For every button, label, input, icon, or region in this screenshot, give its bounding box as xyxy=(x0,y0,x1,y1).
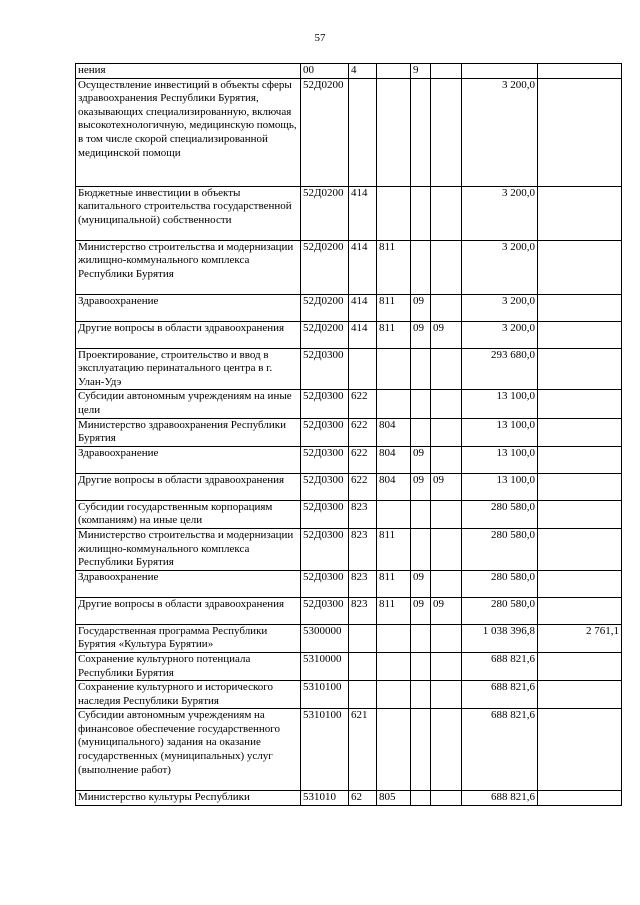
row-code-cell: 5310100 xyxy=(301,709,349,791)
row-type-cell: 414 xyxy=(349,294,377,321)
row-sum2-cell xyxy=(538,528,622,570)
row-type-cell xyxy=(349,78,377,186)
row-type-cell: 414 xyxy=(349,186,377,240)
row-type-cell: 621 xyxy=(349,709,377,791)
row-code-cell: 52Д0300 xyxy=(301,597,349,624)
row-type-cell: 622 xyxy=(349,473,377,500)
row-podrazdel-cell xyxy=(431,446,462,473)
row-code-cell: 5310100 xyxy=(301,681,349,709)
row-type-cell: 622 xyxy=(349,446,377,473)
row-code-cell: 52Д0200 xyxy=(301,321,349,348)
row-type-cell: 823 xyxy=(349,500,377,528)
row-ministry-cell: 811 xyxy=(377,528,411,570)
row-code-cell: 52Д0200 xyxy=(301,240,349,294)
table-row xyxy=(76,528,622,570)
row-sum2-cell xyxy=(538,500,622,528)
row-ministry-cell xyxy=(377,186,411,240)
row-name-cell: Другие вопросы в области здравоохранения xyxy=(76,473,301,500)
row-ministry-cell: 811 xyxy=(377,321,411,348)
row-sum2-cell xyxy=(538,473,622,500)
row-name-cell: Сохранение культурного и исторического наследия Республики Бурятия xyxy=(76,681,301,709)
row-sum2-cell xyxy=(538,64,622,79)
row-code-cell: 52Д0300 xyxy=(301,418,349,446)
row-podrazdel-cell xyxy=(431,528,462,570)
row-razdel-cell xyxy=(411,624,431,652)
row-podrazdel-cell xyxy=(431,624,462,652)
row-razdel-cell xyxy=(411,528,431,570)
table-row xyxy=(76,418,622,446)
row-code-cell: 52Д0300 xyxy=(301,348,349,390)
table-row xyxy=(76,652,622,680)
row-sum1-cell: 1 038 396,8 xyxy=(462,624,538,652)
table-row xyxy=(76,446,622,473)
row-sum1-cell: 13 100,0 xyxy=(462,446,538,473)
row-name-cell: Министерство строительства и модернизации жилищно-коммунального комплекса Республики Бурятия xyxy=(76,240,301,294)
table-row xyxy=(76,624,622,652)
row-razdel-cell: 09 xyxy=(411,473,431,500)
row-type-cell: 823 xyxy=(349,528,377,570)
row-sum1-cell: 280 580,0 xyxy=(462,528,538,570)
row-sum1-cell: 13 100,0 xyxy=(462,473,538,500)
row-ministry-cell: 811 xyxy=(377,240,411,294)
row-podrazdel-cell xyxy=(431,709,462,791)
row-ministry-cell: 804 xyxy=(377,446,411,473)
row-sum2-cell xyxy=(538,791,622,806)
table-row xyxy=(76,597,622,624)
row-ministry-cell: 811 xyxy=(377,570,411,597)
row-code-cell: 52Д0200 xyxy=(301,186,349,240)
row-type-cell: 823 xyxy=(349,597,377,624)
row-name-cell: нения xyxy=(76,64,301,79)
row-ministry-cell xyxy=(377,348,411,390)
row-ministry-cell xyxy=(377,652,411,680)
row-razdel-cell xyxy=(411,348,431,390)
row-sum1-cell: 688 821,6 xyxy=(462,652,538,680)
row-code-cell: 52Д0300 xyxy=(301,570,349,597)
table-row xyxy=(76,321,622,348)
table-row xyxy=(76,186,622,240)
row-type-cell xyxy=(349,624,377,652)
table-row xyxy=(76,681,622,709)
table-row xyxy=(76,64,622,79)
row-razdel-cell xyxy=(411,390,431,418)
table-row xyxy=(76,78,622,186)
row-sum2-cell xyxy=(538,570,622,597)
row-sum2-cell xyxy=(538,294,622,321)
row-type-cell xyxy=(349,681,377,709)
row-sum1-cell: 3 200,0 xyxy=(462,186,538,240)
row-razdel-cell xyxy=(411,709,431,791)
row-ministry-cell xyxy=(377,500,411,528)
row-name-cell: Здравоохранение xyxy=(76,294,301,321)
row-razdel-cell xyxy=(411,418,431,446)
row-name-cell: Другие вопросы в области здравоохранения xyxy=(76,321,301,348)
row-sum2-cell xyxy=(538,240,622,294)
row-name-cell: Субсидии государственным корпорациям (компаниям) на иные цели xyxy=(76,500,301,528)
row-name-cell: Здравоохранение xyxy=(76,446,301,473)
row-name-cell: Государственная программа Республики Бурятия «Культура Бурятии» xyxy=(76,624,301,652)
row-code-cell: 52Д0300 xyxy=(301,528,349,570)
row-type-cell xyxy=(349,348,377,390)
row-podrazdel-cell xyxy=(431,500,462,528)
row-razdel-cell: 09 xyxy=(411,597,431,624)
row-sum1-cell xyxy=(462,64,538,79)
row-podrazdel-cell xyxy=(431,78,462,186)
row-sum1-cell: 13 100,0 xyxy=(462,418,538,446)
row-razdel-cell: 09 xyxy=(411,570,431,597)
row-sum1-cell: 3 200,0 xyxy=(462,294,538,321)
row-name-cell: Министерство культуры Республики xyxy=(76,791,301,806)
row-sum2-cell: 2 761,1 xyxy=(538,624,622,652)
row-ministry-cell: 811 xyxy=(377,294,411,321)
row-name-cell: Здравоохранение xyxy=(76,570,301,597)
row-sum2-cell xyxy=(538,78,622,186)
row-code-cell: 5310000 xyxy=(301,652,349,680)
row-sum2-cell xyxy=(538,681,622,709)
row-name-cell: Министерство строительства и модернизации жилищно-коммунального комплекса Республики Бурятия xyxy=(76,528,301,570)
row-ministry-cell xyxy=(377,709,411,791)
row-code-cell: 52Д0300 xyxy=(301,446,349,473)
row-sum1-cell: 293 680,0 xyxy=(462,348,538,390)
row-name-cell: Субсидии автономным учреждениям на финансовое обеспечение государственного (муниципального) задания на оказание государственных (муниципальных) услуг (выполнение работ) xyxy=(76,709,301,791)
table-row xyxy=(76,473,622,500)
page-number: 57 xyxy=(314,32,326,44)
row-ministry-cell: 804 xyxy=(377,418,411,446)
row-code-cell: 00 xyxy=(301,64,349,79)
row-sum1-cell: 688 821,6 xyxy=(462,791,538,806)
row-podrazdel-cell xyxy=(431,791,462,806)
table-row xyxy=(76,390,622,418)
row-name-cell: Бюджетные инвестиции в объекты капитального строительства государственной (муниципальной) собственности xyxy=(76,186,301,240)
row-code-cell: 531010 xyxy=(301,791,349,806)
row-razdel-cell: 09 xyxy=(411,294,431,321)
row-podrazdel-cell xyxy=(431,294,462,321)
row-type-cell: 414 xyxy=(349,321,377,348)
row-sum2-cell xyxy=(538,321,622,348)
row-razdel-cell: 09 xyxy=(411,446,431,473)
row-sum1-cell: 280 580,0 xyxy=(462,500,538,528)
row-type-cell: 4 xyxy=(349,64,377,79)
row-name-cell: Другие вопросы в области здравоохранения xyxy=(76,597,301,624)
row-sum2-cell xyxy=(538,652,622,680)
row-type-cell: 414 xyxy=(349,240,377,294)
table-row xyxy=(76,709,622,791)
row-code-cell: 5300000 xyxy=(301,624,349,652)
row-podrazdel-cell: 09 xyxy=(431,473,462,500)
row-code-cell: 52Д0300 xyxy=(301,473,349,500)
row-podrazdel-cell xyxy=(431,570,462,597)
row-razdel-cell xyxy=(411,78,431,186)
row-name-cell: Министерство здравоохранения Республики Бурятия xyxy=(76,418,301,446)
row-sum1-cell: 280 580,0 xyxy=(462,570,538,597)
row-podrazdel-cell xyxy=(431,348,462,390)
row-sum1-cell: 688 821,6 xyxy=(462,709,538,791)
budget-table xyxy=(75,63,622,806)
row-sum1-cell: 688 821,6 xyxy=(462,681,538,709)
row-type-cell xyxy=(349,652,377,680)
row-code-cell: 52Д0300 xyxy=(301,500,349,528)
table-body xyxy=(76,64,622,806)
row-type-cell: 62 xyxy=(349,791,377,806)
row-ministry-cell xyxy=(377,78,411,186)
table-row xyxy=(76,500,622,528)
row-type-cell: 622 xyxy=(349,418,377,446)
table-row xyxy=(76,570,622,597)
row-ministry-cell: 805 xyxy=(377,791,411,806)
row-ministry-cell xyxy=(377,390,411,418)
row-sum2-cell xyxy=(538,446,622,473)
row-razdel-cell xyxy=(411,791,431,806)
row-ministry-cell xyxy=(377,681,411,709)
row-type-cell: 823 xyxy=(349,570,377,597)
row-sum2-cell xyxy=(538,186,622,240)
row-podrazdel-cell xyxy=(431,681,462,709)
row-name-cell: Субсидии автономным учреждениям на иные цели xyxy=(76,390,301,418)
row-ministry-cell: 811 xyxy=(377,597,411,624)
row-sum1-cell: 3 200,0 xyxy=(462,78,538,186)
row-sum2-cell xyxy=(538,390,622,418)
row-code-cell: 52Д0200 xyxy=(301,78,349,186)
row-code-cell: 52Д0200 xyxy=(301,294,349,321)
table-row xyxy=(76,294,622,321)
row-podrazdel-cell xyxy=(431,652,462,680)
row-razdel-cell xyxy=(411,652,431,680)
row-sum1-cell: 3 200,0 xyxy=(462,321,538,348)
row-name-cell: Осуществление инвестиций в объекты сферы здравоохранения Республики Бурятия, оказывающих специализированную, включая высокотехнологичную, медицинскую помощь, в том числе скорой специализированной медицинской помощи xyxy=(76,78,301,186)
row-podrazdel-cell xyxy=(431,418,462,446)
row-ministry-cell: 804 xyxy=(377,473,411,500)
table-row xyxy=(76,240,622,294)
row-ministry-cell xyxy=(377,64,411,79)
table-row xyxy=(76,348,622,390)
row-podrazdel-cell: 09 xyxy=(431,597,462,624)
row-sum1-cell: 13 100,0 xyxy=(462,390,538,418)
row-podrazdel-cell: 09 xyxy=(431,321,462,348)
row-name-cell: Сохранение культурного потенциала Республики Бурятия xyxy=(76,652,301,680)
row-sum2-cell xyxy=(538,348,622,390)
row-podrazdel-cell xyxy=(431,390,462,418)
row-razdel-cell xyxy=(411,186,431,240)
row-razdel-cell xyxy=(411,240,431,294)
row-razdel-cell: 09 xyxy=(411,321,431,348)
row-razdel-cell xyxy=(411,681,431,709)
row-razdel-cell: 9 xyxy=(411,64,431,79)
row-sum2-cell xyxy=(538,597,622,624)
row-sum2-cell xyxy=(538,418,622,446)
row-razdel-cell xyxy=(411,500,431,528)
row-podrazdel-cell xyxy=(431,186,462,240)
table-row xyxy=(76,791,622,806)
row-sum1-cell: 3 200,0 xyxy=(462,240,538,294)
row-ministry-cell xyxy=(377,624,411,652)
row-sum2-cell xyxy=(538,709,622,791)
row-code-cell: 52Д0300 xyxy=(301,390,349,418)
row-name-cell: Проектирование, строительство и ввод в эксплуатацию перинатального центра в г. Улан-Удэ xyxy=(76,348,301,390)
row-podrazdel-cell xyxy=(431,64,462,79)
row-podrazdel-cell xyxy=(431,240,462,294)
row-type-cell: 622 xyxy=(349,390,377,418)
row-sum1-cell: 280 580,0 xyxy=(462,597,538,624)
